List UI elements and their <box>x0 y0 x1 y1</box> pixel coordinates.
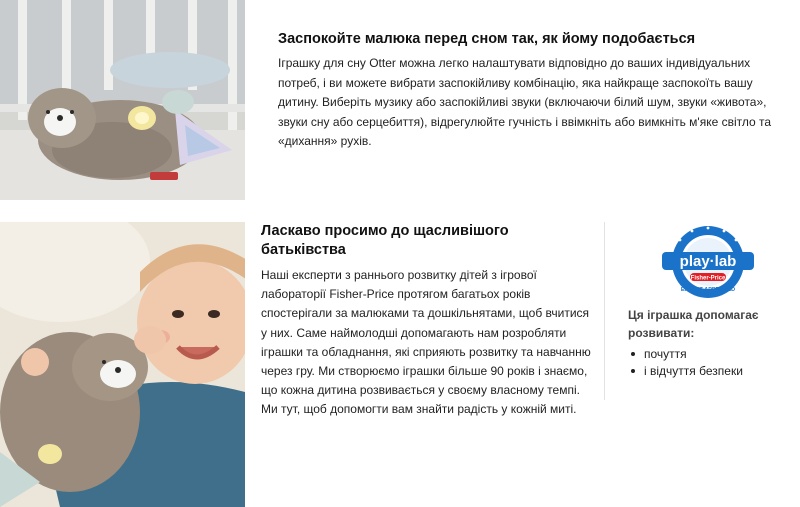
baby-hugging-otter-photo <box>0 222 245 507</box>
parenting-description: Наші експерти з раннього розвитку дітей з ігрової лабораторії Fisher-Price протягом багатьох років спостерігали за малюками та дошкільнятами, щоб вчитися у них. Саме наймолодші допомагають нам розробляти іграшки та обладнання, які сприяють розвитку та навчанню через гру. Ми створюємо іграшки більше 90 років і знаємо, що кожна дитина розвивається у своєму власному темпі. Ми тут, щоб допомогти вам знайти радість у кожній миті. <box>261 268 591 417</box>
soothe-text-block <box>278 30 794 152</box>
feature-section-soothe <box>0 0 800 200</box>
otter-toy-in-crib-photo <box>0 0 245 200</box>
play-lab-expert-approved-badge-icon <box>658 222 758 302</box>
development-item: і відчуття безпеки <box>628 363 796 380</box>
development-list <box>628 346 796 380</box>
baby-with-otter-image <box>0 222 245 507</box>
badge-title: play·lab <box>679 253 737 270</box>
otter-in-crib-image <box>0 0 245 200</box>
parenting-text-block <box>261 222 593 420</box>
badge-brand: Fisher-Price <box>690 275 726 282</box>
badge-subtitle: EXPERT APPROVED <box>680 287 736 293</box>
column-divider <box>604 222 605 400</box>
development-item: почуття <box>628 346 796 363</box>
development-caption: Ця іграшка допомагає розвивати: <box>628 308 759 340</box>
soothe-description: Іграшку для сну Otter можна легко налаштувати відповідно до ваших індивідуальних потреб, і ви можете вибрати заспокійливу комбінацію, яка найкраще заспокоїть вашу дитину. Виберіть музику або заспокійливі звуки (включаючи білий шум, звуки «живота», звуки сну або серцебиття), відрегулюйте гучність і ввімкніть або вимкніть м'яке світло та «дихання» рухів. <box>278 56 772 148</box>
soothe-title: Заспокойте малюка перед сном так, як йому подобається <box>278 31 696 47</box>
feature-section-parenting <box>0 222 800 507</box>
parenting-title: Ласкаво просимо до щасливішого батьківства <box>261 223 509 258</box>
